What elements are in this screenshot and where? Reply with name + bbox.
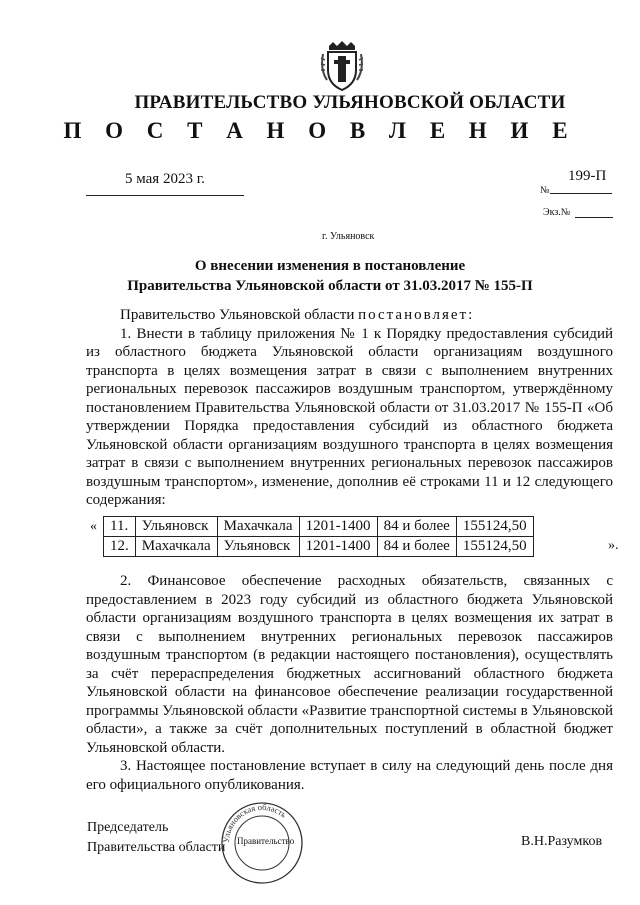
preamble (86, 306, 613, 325)
distance-range: 1201-1400 (299, 517, 377, 537)
coat-of-arms-emblem (319, 40, 365, 92)
row-number: 11. (104, 517, 136, 537)
table-row (104, 517, 534, 537)
signatory-title (87, 818, 225, 858)
departure-city: Ульяновск (135, 517, 217, 537)
seats: 84 и более (377, 517, 456, 537)
stamp-ring-text: Ульяновская область (220, 801, 289, 844)
seats: 84 и более (377, 537, 456, 557)
body-part-1 (86, 306, 613, 510)
document-date: 5 мая 2023 г. (125, 171, 205, 187)
number-label: № (540, 185, 550, 196)
departure-city: Махачкала (135, 537, 217, 557)
signatory-name: В.Н.Разумков (521, 834, 603, 849)
subject-line-2: Правительства Ульяновской области от 31.03.2017 № 155-П (127, 278, 533, 294)
routes-table (103, 516, 534, 557)
signatory-title-line-2: Правительства области (87, 840, 226, 855)
stamp-center-text: Правительство (237, 836, 295, 846)
row-number: 12. (104, 537, 136, 557)
preamble-verb: постановляет: (358, 307, 475, 323)
number-underline (550, 193, 612, 194)
body-part-2 (86, 572, 613, 794)
table-quote-close: ». (608, 538, 619, 553)
arrival-city: Махачкала (217, 517, 299, 537)
subsidy-amount: 155124,50 (456, 517, 533, 537)
document-subject (100, 256, 560, 296)
item-1: 1. Внести в таблицу приложения № 1 к Порядку предоставления субсидий из областного бюджета Ульяновской области организациям воздушного транспорта в целях возмещения затрат в связи с выполнением внутренних региональных перевозок пассажиров воздушным транспортом, утверждённому постановлением Правительства Ульяновской области от 31.03.2017 № 155-П «Об утверждении Порядка предоставления субсидий из областного бюджета Ульяновской области организациям воздушного транспорта в целях возмещения затрат в связи с выполнением внутренних региональных перевозок пассажиров воздушным транспортом», изменение, дополнив её строками 11 и 12 следующего содержания: (86, 325, 613, 508)
preamble-text: Правительство Ульяновской области (120, 307, 359, 323)
document-number: 199-П (568, 168, 607, 184)
document-type: П О С Т А Н О В Л Е Н И Е (63, 118, 577, 143)
distance-range: 1201-1400 (299, 537, 377, 557)
table-quote-open: « (90, 519, 97, 534)
arrival-city: Ульяновск (217, 537, 299, 557)
organization-title: ПРАВИТЕЛЬСТВО УЛЬЯНОВСКОЙ ОБЛАСТИ (134, 92, 566, 113)
city: г. Ульяновск (322, 231, 375, 242)
copy-number-label: Экз.№ (543, 207, 571, 218)
item-2: 2. Финансовое обеспечение расходных обязательств, связанных с предоставлением в 2023 году субсидий из областного бюджета Ульяновской области организациям воздушного транспорта в целях возмещения их затрат в связи с выполнением внутренних региональных перевозок пассажиров воздушным транспортом (в редакции настоящего постановления), осуществлять за счёт перераспределения бюджетных ассигнований областного бюджета Ульяновской области на финансовое обеспечение реализации государственной программы Ульяновской области «Развитие транспортной системы в Ульяновской области», а также за счёт дополнительных поступлений в областной бюджет Ульяновской области. (86, 573, 613, 756)
copy-number-underline (575, 217, 613, 218)
table-row (104, 537, 534, 557)
date-underline (86, 195, 244, 196)
subject-line-1: О внесении изменения в постановление (194, 258, 466, 274)
subsidy-amount: 155124,50 (456, 537, 533, 557)
signatory-title-line-1: Председатель (87, 820, 169, 835)
item-3: 3. Настоящее постановление вступает в силу на следующий день после дня его официального опубликования. (86, 758, 613, 793)
